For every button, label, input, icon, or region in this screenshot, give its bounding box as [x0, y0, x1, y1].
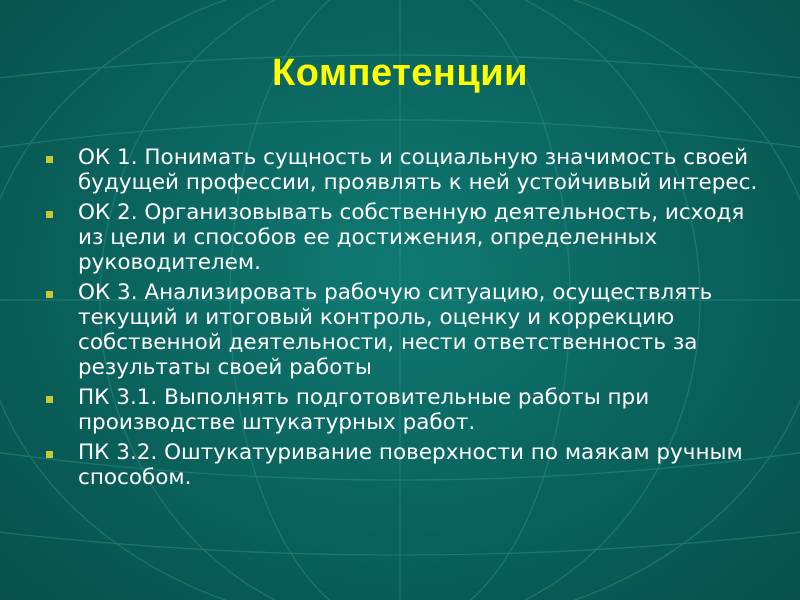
competency-list [46, 145, 766, 495]
list-item-text: ОК 3. Анализировать рабочую ситуацию, осуществлять текущий и итоговый контроль, оценку и коррекцию собственной деятельности, нести ответственность за результаты своей работы [78, 280, 713, 380]
list-item [46, 385, 766, 435]
square-bullet-icon [46, 451, 53, 458]
list-item-text: ПК 3.2. Оштукатуривание поверхности по маякам ручным способом. [78, 440, 743, 490]
list-item-text: ПК 3.1. Выполнять подготовительные работы при производстве штукатурных работ. [78, 385, 650, 435]
list-item-text: ОК 2. Организовывать собственную деятельность, исходя из цели и способов ее достижения, определенных руководителем. [78, 200, 745, 275]
square-bullet-icon [46, 291, 53, 298]
list-item [46, 280, 766, 380]
square-bullet-icon [46, 156, 53, 163]
list-item-text: ОК 1. Понимать сущность и социальную значимость своей будущей профессии, проявлять к ней устойчивый интерес. [78, 145, 758, 195]
list-item [46, 200, 766, 275]
square-bullet-icon [46, 396, 53, 403]
list-item [46, 145, 766, 195]
square-bullet-icon [46, 211, 53, 218]
slide-title: Компетенции [272, 52, 528, 94]
list-item [46, 440, 766, 490]
